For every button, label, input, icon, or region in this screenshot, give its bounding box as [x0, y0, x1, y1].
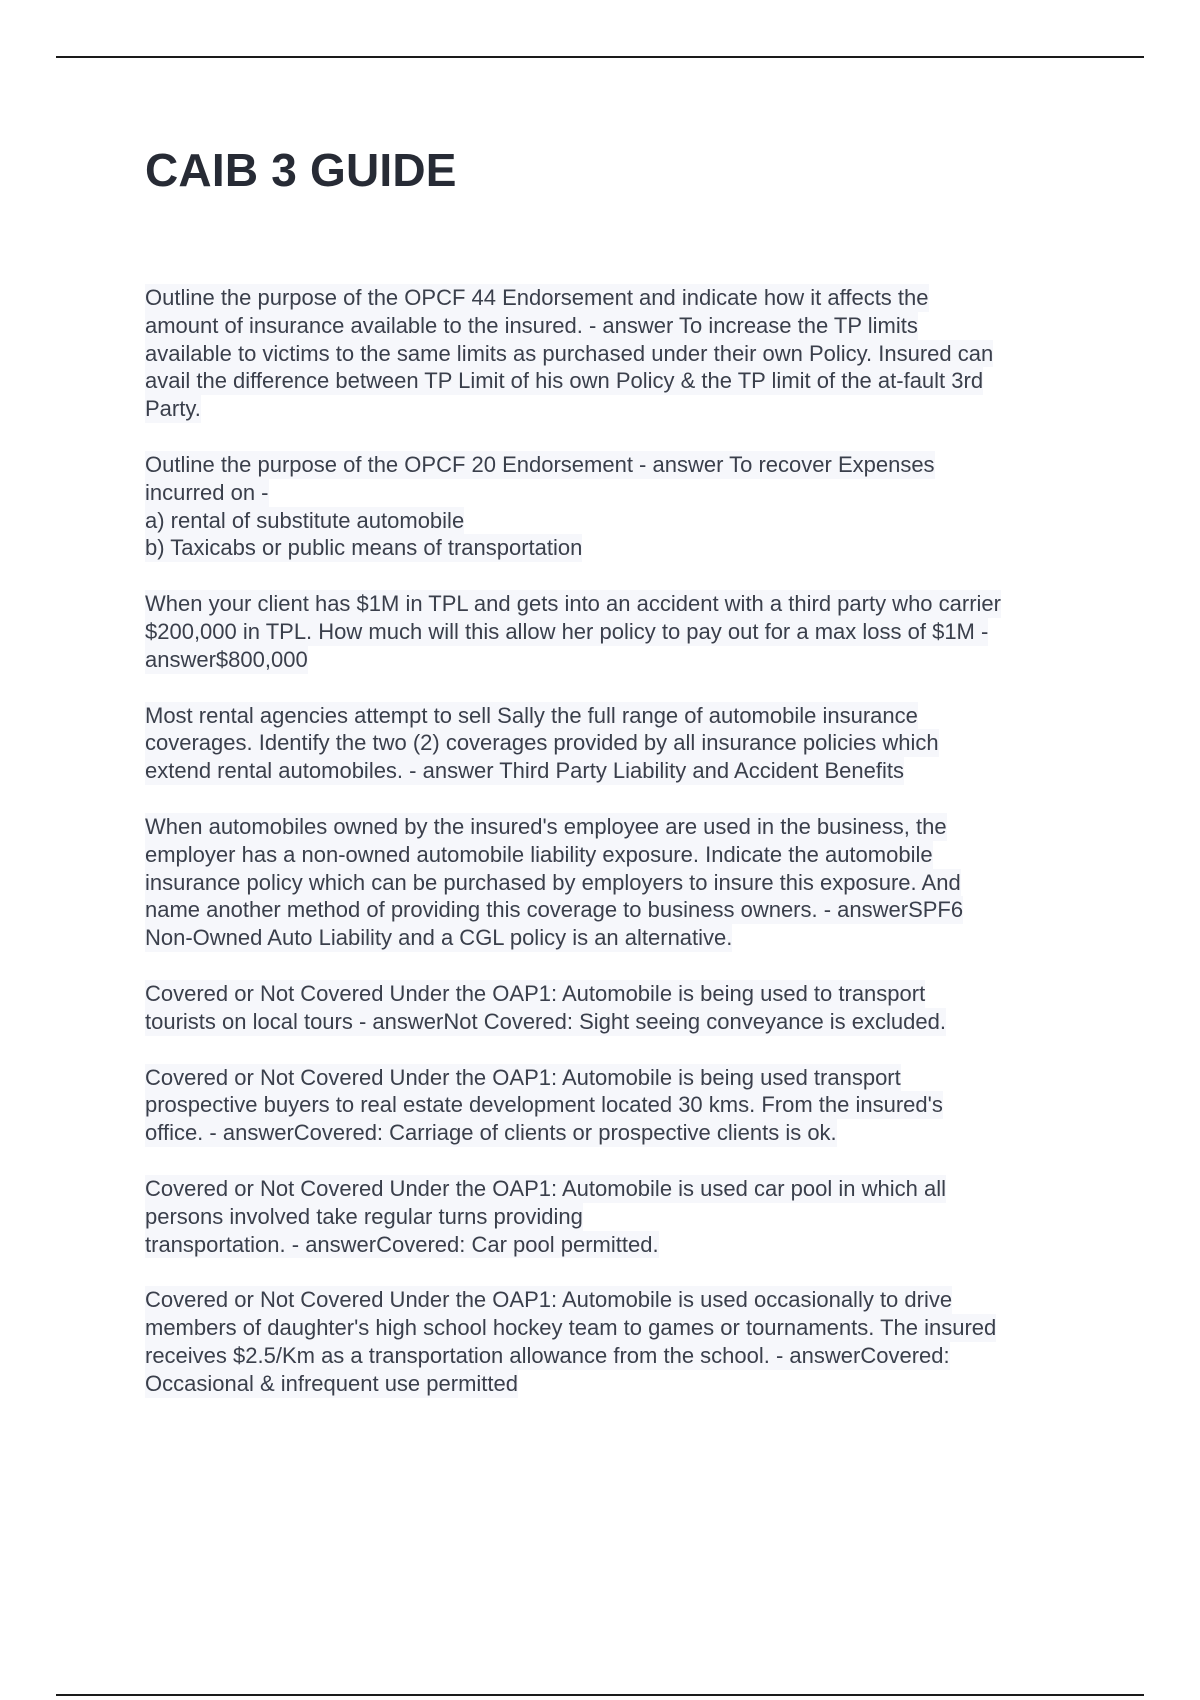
- qa-entry: [145, 980, 1095, 1036]
- qa-text-line: answer$800,000: [145, 646, 308, 672]
- qa-text-line: a) rental of substitute automobile: [145, 507, 465, 533]
- qa-text-line: avail the difference between TP Limit of his own Policy & the TP limit of the at-fault 3rd: [145, 368, 984, 394]
- qa-text-line: Occasional & infrequent use permitted: [145, 1370, 518, 1396]
- qa-text-line: members of daughter's high school hockey team to games or tournaments. The insured: [145, 1315, 997, 1341]
- qa-text-line: When automobiles owned by the insured's employee are used in the business, the: [145, 813, 947, 839]
- qa-text-line: Covered or Not Covered Under the OAP1: Automobile is being used transport: [145, 1064, 901, 1090]
- qa-entry: [145, 451, 1095, 562]
- qa-text-line: employer has a non-owned automobile liability exposure. Indicate the automobile: [145, 841, 933, 867]
- qa-text-line: b) Taxicabs or public means of transportation: [145, 535, 583, 561]
- top-rule: [56, 56, 1144, 58]
- qa-text-line: coverages. Identify the two (2) coverages provided by all insurance policies which: [145, 730, 939, 756]
- qa-text-line: receives $2.5/Km as a transportation allowance from the school. - answerCovered:: [145, 1342, 950, 1368]
- qa-text-line: $200,000 in TPL. How much will this allow her policy to pay out for a max loss of $1M -: [145, 618, 989, 644]
- qa-text-line: name another method of providing this coverage to business owners. - answerSPF6: [145, 897, 964, 923]
- qa-entry: [145, 702, 1095, 785]
- qa-text-line: insurance policy which can be purchased by employers to insure this exposure. And: [145, 869, 961, 895]
- qa-entry: [145, 813, 1095, 952]
- qa-text-line: available to victims to the same limits as purchased under their own Policy. Insured can: [145, 340, 994, 366]
- qa-text-line: When your client has $1M in TPL and gets into an accident with a third party who carrier: [145, 591, 1001, 617]
- qa-entry: [145, 590, 1095, 673]
- qa-list: [145, 284, 1095, 1398]
- qa-text-line: amount of insurance available to the insured. - answer To increase the TP limits: [145, 312, 918, 338]
- qa-text-line: incurred on -: [145, 479, 269, 505]
- qa-text-line: persons involved take regular turns providing: [145, 1203, 583, 1229]
- qa-text-line: Covered or Not Covered Under the OAP1: Automobile is being used to transport: [145, 980, 926, 1006]
- qa-text-line: office. - answerCovered: Carriage of clients or prospective clients is ok.: [145, 1120, 837, 1146]
- qa-text-line: Most rental agencies attempt to sell Sally the full range of automobile insurance: [145, 702, 918, 728]
- qa-text-line: Outline the purpose of the OPCF 20 Endorsement - answer To recover Expenses: [145, 451, 935, 477]
- qa-text-line: Covered or Not Covered Under the OAP1: Automobile is used car pool in which all: [145, 1175, 946, 1201]
- document-body: [145, 140, 1095, 1426]
- qa-entry: [145, 284, 1095, 423]
- qa-text-line: tourists on local tours - answerNot Covered: Sight seeing conveyance is excluded.: [145, 1008, 946, 1034]
- document-title: CAIB 3 GUIDE: [145, 144, 457, 196]
- qa-entry: [145, 1064, 1095, 1147]
- qa-text-line: prospective buyers to real estate development located 30 kms. From the insured's: [145, 1092, 943, 1118]
- qa-text-line: extend rental automobiles. - answer Third Party Liability and Accident Benefits: [145, 758, 904, 784]
- qa-entry: [145, 1175, 1095, 1258]
- qa-entry: [145, 1286, 1095, 1397]
- qa-text-line: Party.: [145, 396, 201, 422]
- qa-text-line: Non-Owned Auto Liability and a CGL policy is an alternative.: [145, 925, 733, 951]
- qa-text-line: transportation. - answerCovered: Car pool permitted.: [145, 1231, 659, 1257]
- qa-text-line: Covered or Not Covered Under the OAP1: Automobile is used occasionally to drive: [145, 1287, 953, 1313]
- bottom-rule: [56, 1694, 1144, 1696]
- qa-text-line: Outline the purpose of the OPCF 44 Endorsement and indicate how it affects the: [145, 285, 929, 310]
